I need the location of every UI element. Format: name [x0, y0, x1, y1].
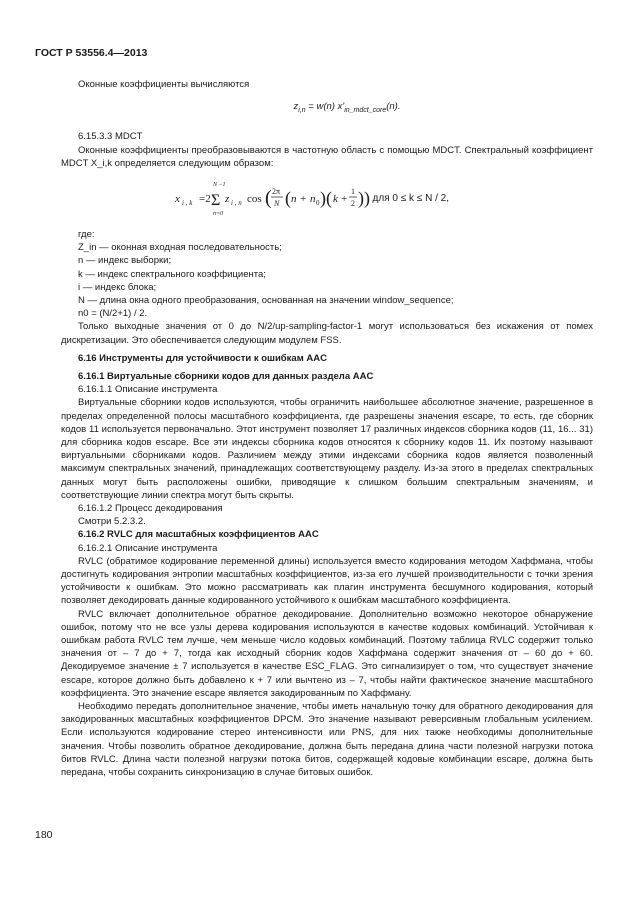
svg-text:n=0: n=0 — [213, 210, 224, 217]
svg-text:Σ: Σ — [211, 191, 221, 209]
svg-text:i , k: i , k — [182, 198, 193, 207]
page-number: 180 — [35, 829, 53, 841]
svg-text:n: n — [310, 192, 316, 205]
svg-text:x: x — [175, 192, 180, 205]
svg-text:2π: 2π — [272, 186, 281, 196]
svg-text:1: 1 — [351, 186, 355, 196]
section-heading: 6.15.3.3 MDCT — [78, 131, 143, 143]
svg-text:cos: cos — [247, 192, 262, 205]
definition-item: i — индекс блока; — [78, 281, 157, 293]
section-heading: 6.16 Инструменты для устойчивости к ошибкам AAC — [78, 352, 327, 364]
svg-text:)): )) — [358, 187, 370, 208]
svg-text:2: 2 — [351, 198, 355, 208]
subsection-heading: 6.16.2.1 Описание инструмента — [78, 542, 218, 554]
svg-text:)(: )( — [320, 187, 332, 208]
svg-text:i , n: i , n — [231, 198, 242, 207]
svg-text:n: n — [291, 192, 297, 205]
subsection-heading: 6.16.1.2 Процесс декодирования — [78, 502, 223, 514]
paragraph: Оконные коэффициенты вычисляются — [78, 79, 250, 90]
where-label: где: — [78, 228, 95, 240]
paragraph: RVLC (обратимое кодирование переменной длины) используется вместо кодирования методом Хаффмана, чтобы достигнуть кодирования энтропии масштабных коэффициентов, из-за его лучшей производительности с точки зрения устойчивости к ошибкам. Это можно рассматривать как плагин инструмента бесшумного кодирования, который позволяет декодировать данные кодированного устойчивого к ошибкам масштабного коэффициента. — [61, 555, 593, 607]
definition-item: n0 = (N/2+1) / 2. — [78, 308, 148, 320]
paragraph: Виртуальные сборники кодов используются, чтобы ограничить наибольшее абсолютное значение, разрешенное в пределах определенной полосы масштабного коэффициента, где разрешены значения escape, то есть, где сборник кодов 11 используется первоначально. Этот инструмент позволяет 17 различных индексов сборника кодов (11, 16... 31) для сборника кодов escape. Все эти индексы сборника кодов относятся к сборнику кодов 11. Их поэтому называют виртуальными сборниками кодов. Различием между этими индексами сборника кодов является позволенный максимум спектральных значений, принадлежащих соответствующему разделу. Из-за этого в пределах спектральных данных могут быть расположены ошибки, приводящие к слишком большим спектральным значениям, и соответствующие линии спектра могут быть скрыты. — [61, 397, 593, 501]
formula-mdct — [61, 178, 593, 218]
formula-window: $z_{i,n} = w(n)$ $x'_{in\_mdct\_core}(n)$. — [293, 101, 401, 115]
paragraph: Необходимо передать дополнительное значение, чтобы иметь начальную точку для обратного декодирования для закодированных масштабных коэффициентов DPCM. Это значение называют реверсивным глобальным усилением. Если используются кодирование стерео интенсивности или PNS, для них также необходимы дополнительные значения. Чтобы позволить обратное декодирование, должна быть передана длина части полезной нагрузки потока битов RVLC. Длина части полезной нагрузки потока битов, содержащей кодовые комбинации escape, должна быть передана, чтобы сохранить синхронизацию в случае битовых ошибок. — [61, 701, 593, 779]
svg-text:+: + — [341, 192, 348, 205]
document-body — [61, 78, 593, 779]
formula-condition: , для 0 ≤ k ≤ N / 2, — [367, 192, 449, 204]
definition-item: N — длина окна одного преобразования, основанная на значении window_sequence; — [78, 294, 454, 306]
svg-text:=2: =2 — [199, 192, 211, 205]
paragraph: Только выходные значения от 0 до N/2/up-sampling-factor-1 могут использоваться без искажения от помех дискретизации. Это обеспечивается следующим модулем FSS. — [61, 321, 593, 346]
definition-item: k — индекс спектрального коэффициента; — [78, 268, 266, 280]
paragraph: Оконные коэффициенты преобразовываются в частотную область с помощью MDCT. Спектральный коэффициент MDCT X_i,k определяется следующим образом: — [61, 144, 593, 169]
svg-text:z: z — [225, 192, 230, 205]
paragraph: RVLC включает дополнительное обратное декодирование. Дополнительно возможно некоторое обнаружение ошибок, потому что не все узлы дерева кодирования используются в качестве кодовых комбинаций. Устойчивая к ошибкам работа RVLC тем лучше, чем меньше число кодовых комбинаций. Поэтому таблица RVLC содержит только значения от – 7 до + 7, тогда как исходный сборник кодов Хаффмана содержит значения от – 60 до + 60. Декодируемое значение ± 7 используется в качестве ESC_FLAG. Это сигнализирует о том, что существует значение escape, которое должно быть добавлено к + 7 или вычтено из – 7, чтобы найти фактическое значение масштабного коэффициента. Это значение escape является закодированным по Хаффману. — [61, 608, 593, 699]
section-heading: 6.16.1 Виртуальные сборники кодов для данных раздела AAC — [78, 370, 374, 382]
svg-text:N −1: N −1 — [213, 181, 226, 188]
svg-text:k: k — [333, 192, 338, 205]
svg-text:+: + — [300, 192, 307, 205]
svg-text:N: N — [274, 198, 280, 208]
svg-text:0: 0 — [316, 198, 320, 207]
paragraph: Смотри 5.2.3.2. — [78, 516, 146, 528]
document-header: ГОСТ Р 53556.4—2013 — [35, 47, 148, 59]
section-heading: 6.16.2 RVLC для масштабных коэффициентов AAC — [78, 529, 319, 541]
subsection-heading: 6.16.1.1 Описание инструмента — [78, 384, 218, 396]
definition-item: Z_in — оконная входная последовательность; — [78, 242, 282, 254]
definition-item: n — индекс выборки; — [78, 255, 172, 267]
svg-text:(: ( — [285, 187, 291, 208]
svg-text:(: ( — [265, 186, 272, 209]
